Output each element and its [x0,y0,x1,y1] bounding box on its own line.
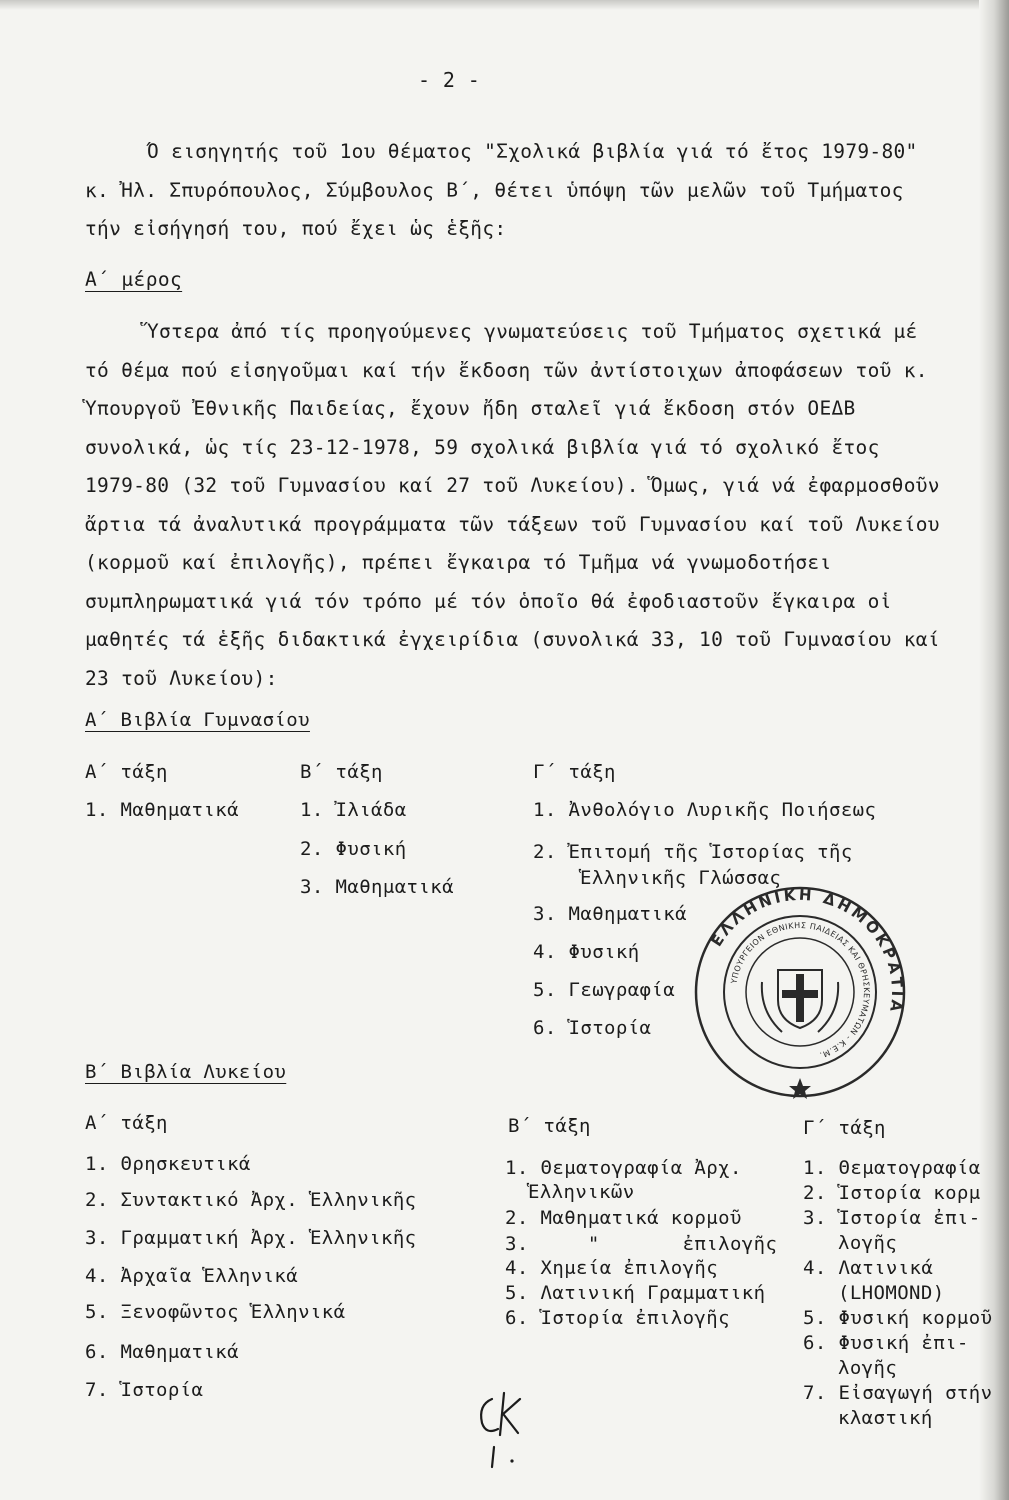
gym-col-b-item: 2. Φυσική [300,838,407,860]
lyc-col-a-item: 4. Ἀρχαῖα Ἑλληνικά [85,1265,299,1287]
stamp-outer-text: ΕΛΛΗΝΙΚΗ ΔΗΜΟΚΡΑΤΙΑ [707,885,907,1016]
gym-col-c-item: 2. Ἐπιτομή τῆς Ἱστορίας τῆς [533,841,853,863]
lyc-col-c-item: κλαστική [838,1407,933,1429]
lyc-col-c-item: (LHOMOND) [838,1282,945,1304]
page-number: - 2 - [418,68,481,92]
lyc-col-c-item: λογῆς [838,1357,898,1379]
lyc-col-b-header: Β΄ τάξη [508,1115,591,1137]
gym-col-a-item: 1. Μαθηματικά [85,799,239,821]
lyc-col-a-item: 1. Θρησκευτικά [85,1153,251,1175]
gym-col-c-item: 5. Γεωγραφία [533,979,676,1001]
gym-col-c-item: Ἑλληνικῆς Γλώσσας [580,867,782,889]
part-a-heading: Α΄ μέρος [85,268,183,291]
greek-coat-of-arms-icon [762,970,838,1032]
lyc-col-a-item: 5. Ξενοφῶντος Ἑλληνικά [85,1301,346,1323]
lyc-col-c-item: 5. Φυσική κορμοῦ [803,1307,993,1329]
lyc-col-a-item: 3. Γραμματική Ἀρχ. Ἑλληνικῆς [85,1227,417,1249]
gym-col-c-item: 3. Μαθηματικά [533,903,687,925]
lyc-col-b-item: 5. Λατινική Γραμματική [505,1282,766,1304]
gym-col-b-header: Β΄ τάξη [300,761,383,783]
lyc-col-c-item: 1. Θεματογραφία [803,1157,981,1179]
lyc-col-b-item: 1. Θεματογραφία Ἀρχ. [505,1157,742,1179]
gym-col-c-item: 6. Ἱστορία [533,1017,652,1039]
page-top-edge [0,0,1009,10]
lyceum-heading: Β΄ Βιβλία Λυκείου [85,1061,287,1083]
lyc-col-b-item: 6. Ἱστορία ἐπιλογῆς [505,1307,730,1329]
lyc-col-a-item: 7. Ἱστορία [85,1379,204,1401]
lyc-col-a-item: 2. Συντακτικό Ἀρχ. Ἑλληνικῆς [85,1189,417,1211]
lyc-col-c-item: λογῆς [838,1232,898,1254]
lyc-col-b-item: 3. " ἐπιλογῆς [505,1233,778,1255]
lyc-col-c-item: 6. Φυσική ἐπι- [803,1332,969,1354]
lyc-col-a-header: Α΄ τάξη [85,1112,168,1134]
gym-col-c-item: 4. Φυσική [533,941,640,963]
lyc-col-b-item: 4. Χημεία ἐπιλογῆς [505,1257,719,1279]
gymnasium-heading: Α΄ Βιβλία Γυμνασίου [85,709,310,731]
lyc-col-c-item: 7. Εἰσαγωγή στήν [803,1382,993,1404]
lyc-col-c-item: 3. Ἱστορία ἐπι- [803,1207,981,1229]
gym-col-c-item: 1. Ἀνθολόγιο Λυρικῆς Ποιήσεως [533,799,877,821]
lyc-col-c-item: 4. Λατινικά [803,1257,934,1279]
lyc-col-b-item: Ἑλληνικῶν [528,1181,635,1203]
page-right-edge [979,0,1009,1500]
lyc-col-b-item: 2. Μαθηματικά κορμοῦ [505,1207,742,1229]
stamp-inner-text: ΥΠΟΥΡΓΕΙΟΝ ΕΘΝΙΚΗΣ ΠΑΙΔΕΙΑΣ ΚΑΙ ΘΡΗΣΚΕΥΜΑΤΩΝ - Κ.Ε.Μ. [729,920,872,1060]
gym-col-b-item: 3. Μαθηματικά [300,876,454,898]
gym-col-b-item: 1. Ἰλιάδα [300,799,407,821]
handwritten-signature [470,1385,540,1475]
main-paragraph: Ὕστερα ἀπό τίς προηγούμενες γνωματεύσεις τοῦ Τμήματος σχετικά μέ τό θέμα πού εἰσηγοῦμαι καί τήν ἔκδοση τῶν ἀντίστοιχων ἀποφάσεων τοῦ κ. Ὑπουργοῦ Ἐθνικῆς Παιδείας, ἔχουν ἤδη σταλεῖ γιά ἔκδοση στόν ΟΕΔΒ συνολικά, ὡς τίς 23-12-1978, 59 σχολικά βιβλία γιά τό σχολικό ἔτος 1979-80 (32 τοῦ Γυμνασίου καί 27 τοῦ Λυκείου). Ὅμως, γιά νά ἐφαρμοσθοῦν ἄρτια τά ἀναλυτικά προγράμματα τῶν τάξεων τοῦ Γυμνασίου καί τοῦ Λυκείου (κορμοῦ καί ἐπιλογῆς), πρέπει ἔγκαιρα τό Τμῆμα νά γνωμοδοτήσει συμπληρωματικά γιά τόν τρόπο μέ τόν ὁποῖο θά ἐφοδιαστοῦν ἔγκαιρα οἱ μαθητές τά ἑξῆς διδακτικά ἐγχειρίδια (συνολικά 33, 10 τοῦ Γυμνασίου καί 23 τοῦ Λυκείου): [85,320,940,690]
lyc-col-a-item: 6. Μαθηματικά [85,1341,239,1363]
lyc-col-c-header: Γ΄ τάξη [803,1117,886,1139]
official-stamp-seal [690,882,910,1102]
gym-col-c-header: Γ΄ τάξη [533,761,616,783]
intro-paragraph: Ό εισηγητής τοῦ 1ου θέματος "Σχολικά βιβλία γιά τό ἔτος 1979-80" κ. Ἠλ. Σπυρόπουλος, Σύμβουλος Β΄, θέτει ὑπόψη τῶν μελῶν τοῦ Τμήματος τήν εἰσήγησή του, πού ἔχει ὡς ἑξῆς: [85,140,918,240]
gym-col-a-header: Α΄ τάξη [85,761,168,783]
lyc-col-c-item: 2. Ἱστορία κορμ [803,1182,981,1204]
